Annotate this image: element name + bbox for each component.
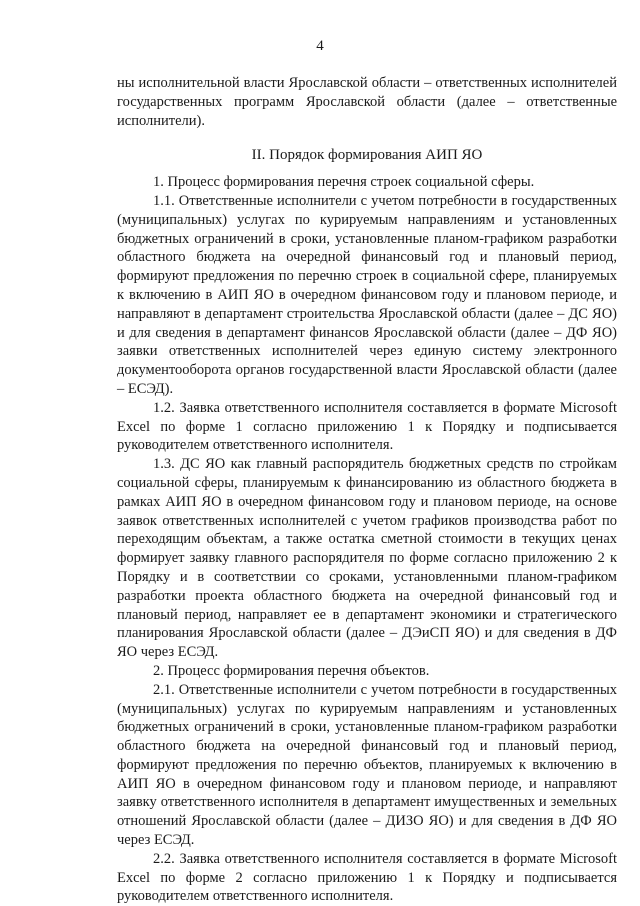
paragraph-2: 2. Процесс формирования перечня объектов.	[153, 662, 430, 679]
paragraph-1: 1. Процесс формирования перечня строек социальной сферы.	[153, 174, 535, 191]
page-number: 4	[316, 38, 324, 54]
section-heading: II. Порядок формирования АИП ЯО	[251, 147, 483, 164]
paragraph-2-2: 2.2. Заявка ответственного исполнителя составляется в формате Microsoft Excel по форме 2 согласно приложению 1 к Порядку и подписывается руководителем ответственного исполнителя.	[117, 850, 617, 905]
document-body	[117, 74, 617, 906]
paragraph-1-1: 1.1. Ответственные исполнители с учетом потребности в государственных (муниципальных) услугах по курируемым направлениям и установленных бюджетных ограничений в сроки, установленные планом-графиком разработки областного бюджета на очередной финансовый год и плановый период, формируют предложения по перечню строек в социальной сфере, планируемых к включению в АИП ЯО в очередном финансовом году и плановом периоде, и направляют в департамент строительства Ярославской области (далее – ДС ЯО) и для сведения в департамент финансов Ярославской области (далее – ДФ ЯО) заявки ответственных исполнителей через единую систему электронного документооборота органов государственной власти Ярославской области (далее – ЕСЭД).	[117, 192, 617, 397]
intro-paragraph: ны исполнительной власти Ярославской области – ответственных исполнителей государственных программ Ярославской области (далее – ответственные исполнители).	[117, 75, 617, 129]
paragraph-2-1: 2.1. Ответственные исполнители с учетом потребности в государственных (муниципальных) услугах по курируемым направлениям и установленных бюджетных ограничений в сроки, установленные планом-графиком разработки областного бюджета на очередной финансовый год и плановый период, формируют предложения по перечню объектов, планируемых к включению в АИП ЯО в очередном финансовом году и плановом периоде, и направляют заявку ответственного исполнителя в департамент имущественных и земельных отношений Ярославской области (далее – ДИЗО ЯО) и для сведения в ДФ ЯО через ЕСЭД.	[117, 681, 617, 849]
paragraph-1-3: 1.3. ДС ЯО как главный распорядитель бюджетных средств по стройкам социальной сферы, планируемым к финансированию из областного бюджета в рамках АИП ЯО в очередном финансовом году и плановом периоде, на основе заявок ответственных исполнителей с учетом графиков производства работ по переходящим объектам, а также остатка сметной стоимости в текущих ценах формирует заявку главного распорядителя по форме согласно приложению 2 к Порядку и в соответствии со сроками, установленными планом-графиком разработки проекта областного бюджета на очередной финансовый год и плановый период, направляет ее в департамент экономики и стратегического планирования Ярославской области (далее – ДЭиСП ЯО) и для сведения в ДФ ЯО через ЕСЭД.	[117, 456, 617, 661]
paragraph-1-2: 1.2. Заявка ответственного исполнителя составляется в формате Microsoft Excel по форме 1 согласно приложению 1 к Порядку и подписывается руководителем ответственного исполнителя.	[117, 399, 617, 454]
